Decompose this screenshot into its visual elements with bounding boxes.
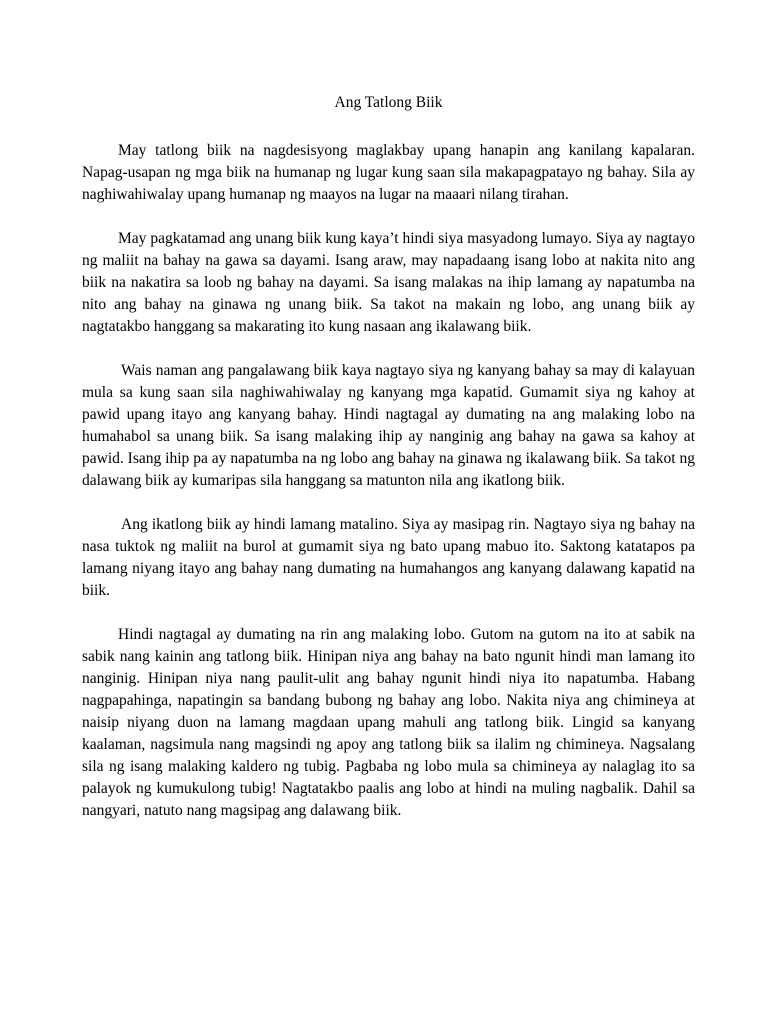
document-page [82, 92, 695, 844]
paragraph-5: Hindi nagtagal ay dumating na rin ang malaking lobo. Gutom na gutom na ito at sabik na sabik nang kainin ang tatlong biik. Hinipan niya ang bahay na bato ngunit hindi man lamang ito nanginig. Hinipan niya nang paulit-ulit ang bahay ngunit hindi niya ito napatumba. Habang nagpapahinga, napatingin sa bandang bubong ng bahay ang lobo. Nakita niya ang chimineya at naisip niyang duon na lamang magdaan upang mahuli ang tatlong biik. Lingid sa kanyang kaalaman, nagsimula nang magsindi ng apoy ang tatlong biik sa ilalim ng chimineya. Nagsalang sila ng isang malaking kaldero ng tubig. Pagbaba ng lobo mula sa chimineya ay nalaglag ito sa palayok ng kumukulong tubig! Nagtatakbo paalis ang lobo at hindi na muling nagbalik. Dahil sa nangyari, natuto nang magsipag ang dalawang biik. [82, 626, 695, 819]
paragraph-4: Ang ikatlong biik ay hindi lamang matalino. Siya ay masipag rin. Nagtayo siya ng bahay na nasa tuktok ng maliit na burol at gumamit siya ng bato upang mabuo ito. Saktong katatapos pa lamang niyang itayo ang bahay nang dumating na humahangos ang kanyang dalawang kapatid na biik. [82, 516, 695, 599]
document-title: Ang Tatlong Biik [334, 94, 443, 111]
paragraph-3: Wais naman ang pangalawang biik kaya nagtayo siya ng kanyang bahay sa may di kalayuan mula sa kung saan sila naghiwahiwalay ng kanyang mga kapatid. Gumamit siya ng kahoy at pawid upang itayo ang kanyang bahay. Hindi nagtagal ay dumating na ang malaking lobo na humahabol sa unang biik. Sa isang malaking ihip ay nanginig ang bahay na gawa sa kahoy at pawid. Isang ihip pa ay napatumba na ng lobo ang bahay na ginawa ng ikalawang biik. Sa takot ng dalawang biik ay kumaripas sila hanggang sa matunton nila ang ikatlong biik. [82, 362, 695, 489]
paragraph-2: May pagkatamad ang unang biik kung kaya’t hindi siya masyadong lumayo. Siya ay nagtayo ng maliit na bahay na gawa sa dayami. Isang araw, may napadaang isang lobo at nakita nito ang biik na nakatira sa loob ng bahay na dayami. Sa isang malakas na ihip lamang ay napatumba na nito ang bahay na ginawa ng unang biik. Sa takot na makain ng lobo, ang unang biik ay nagtatakbo hanggang sa makarating ito kung nasaan ang ikalawang biik. [82, 230, 695, 335]
paragraph-1: May tatlong biik na nagdesisyong maglakbay upang hanapin ang kanilang kapalaran. Napag-usapan ng mga biik na humanap ng lugar kung saan sila makapagpatayo ng bahay. Sila ay naghiwahiwalay upang humanap ng maayos na lugar na maaari nilang tirahan. [82, 142, 695, 203]
